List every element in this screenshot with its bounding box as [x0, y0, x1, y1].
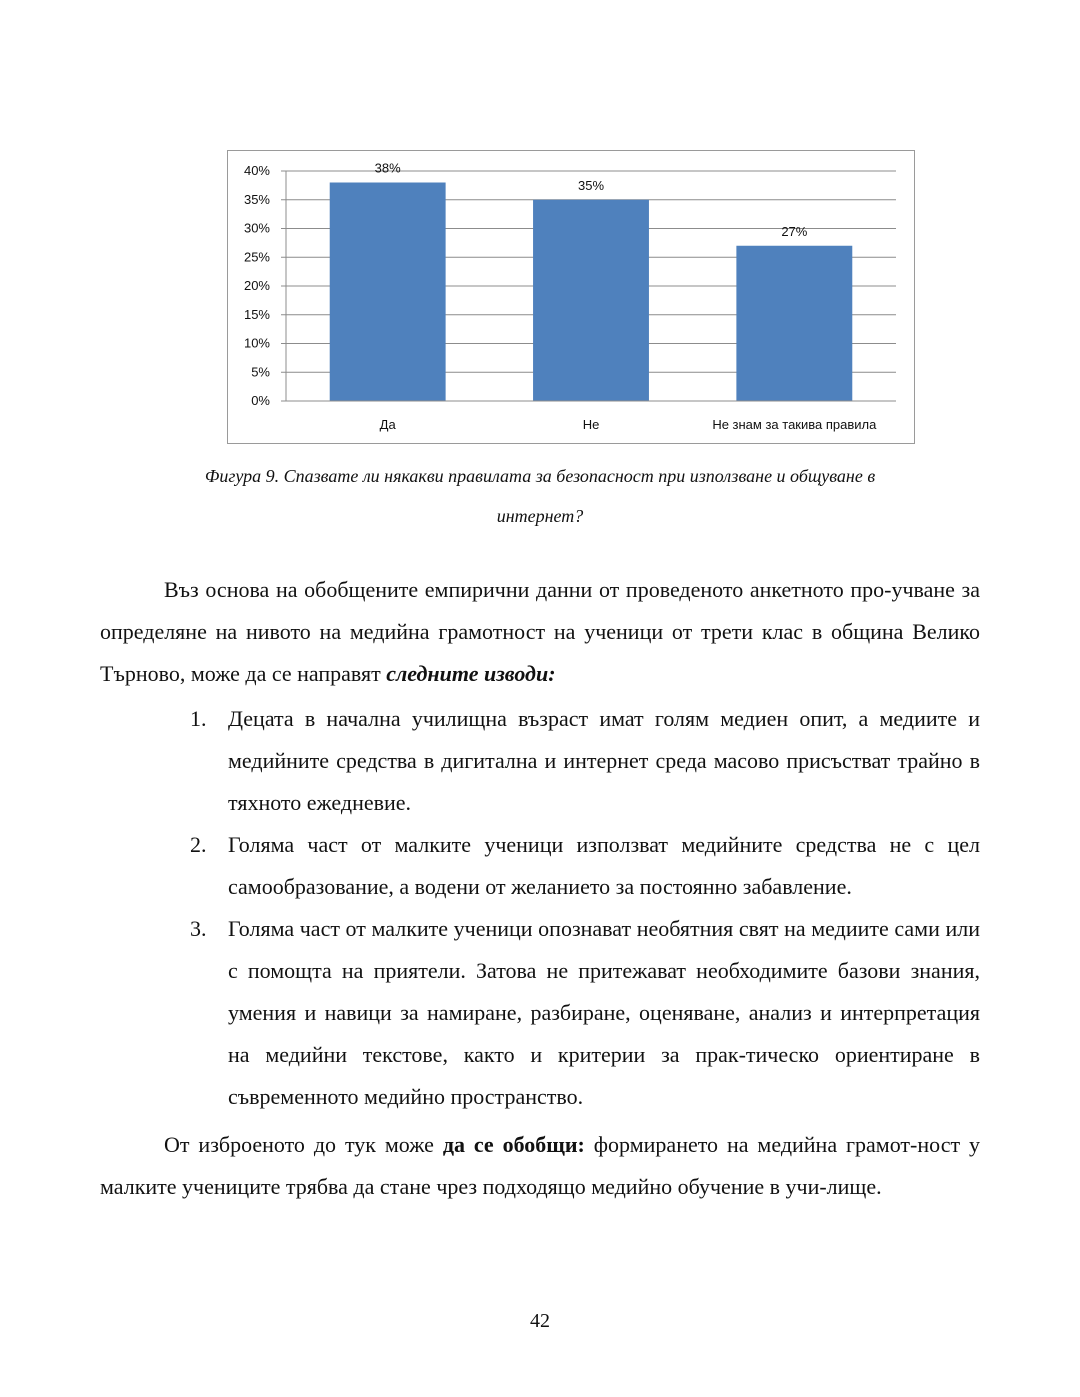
figure-caption: [100, 456, 980, 536]
y-tick-label: 40%: [243, 163, 270, 178]
conclusions-intro-text: Въз основа на обобщените емпирични данни от проведеното анкетното про-учване за определяне на нивото на медийна грамотност на ученици от трети клас в община Велико Търново, може да се направят: [100, 577, 980, 686]
list-item-text: Голяма част от малките ученици опознават необятния свят на медиите сами или с помощта на приятели. Затова не притежават необходимите базови знания, умения и навици за намиране, разбиране, оценяване, анализ и интерпретация на медийни текстове, както и критерии за прак-тическо ориентиране в съвременното медийно пространство.: [228, 916, 980, 1109]
list-item-number: 1.: [190, 706, 207, 731]
data-label: 38%: [374, 160, 401, 176]
y-tick-label: 0%: [251, 393, 270, 408]
conclusions-intro-paragraph: [100, 569, 980, 695]
list-item-text: Децата в начална училищна възраст имат голям медиен опит, а медиите и медийните средства в дигитална и интернет среда масово присъстват трайно в тяхното ежедневие.: [228, 706, 980, 815]
list-item: [190, 908, 980, 1118]
summary-bold-phrase: да се обобщи:: [442, 1132, 585, 1157]
figure-caption-line-2: интернет?: [496, 506, 584, 526]
y-tick-label: 15%: [243, 306, 270, 322]
figure-caption-line-1: Фигура 9. Спазвате ли някакви правилата за безопасност при използване и общуване в: [204, 466, 876, 486]
y-tick-label: 10%: [243, 335, 270, 351]
bar: [330, 183, 446, 402]
y-tick-label: 20%: [243, 278, 270, 293]
summary-paragraph: [100, 1124, 980, 1208]
list-item-number: 2.: [190, 832, 207, 857]
y-tick-label: 25%: [243, 249, 270, 265]
bar: [533, 200, 649, 401]
list-item-text: Голяма част от малките ученици използват медийните средства не с цел самообразование, а водени от желанието за постоянно забавление.: [228, 832, 980, 899]
x-category-label: Не знам за такива правила: [712, 417, 877, 432]
y-tick-label: 30%: [243, 220, 270, 236]
x-category-label: Не: [582, 417, 600, 432]
y-tick-label: 5%: [251, 364, 270, 380]
data-label: 27%: [781, 223, 808, 239]
conclusions-list: [190, 698, 980, 1118]
summary-text-before: От изброеното до тук може: [164, 1132, 443, 1157]
list-item: [190, 824, 980, 908]
summary-text-after: формирането на медийна грамот-ност у малките учениците трябва да стане чрез подходящо медийно обучение в учи-лище.: [100, 1132, 980, 1199]
list-item-number: 3.: [190, 916, 207, 941]
x-category-label: Да: [379, 417, 396, 432]
data-label: 35%: [577, 177, 605, 193]
bar: [736, 246, 852, 401]
conclusions-heading-emphasis: следните изводи:: [386, 661, 556, 686]
page-number: 42: [530, 1310, 550, 1332]
y-tick-label: 35%: [243, 191, 270, 207]
chart-svg: [228, 151, 914, 443]
list-item: [190, 698, 980, 824]
bar-chart: [227, 150, 915, 444]
